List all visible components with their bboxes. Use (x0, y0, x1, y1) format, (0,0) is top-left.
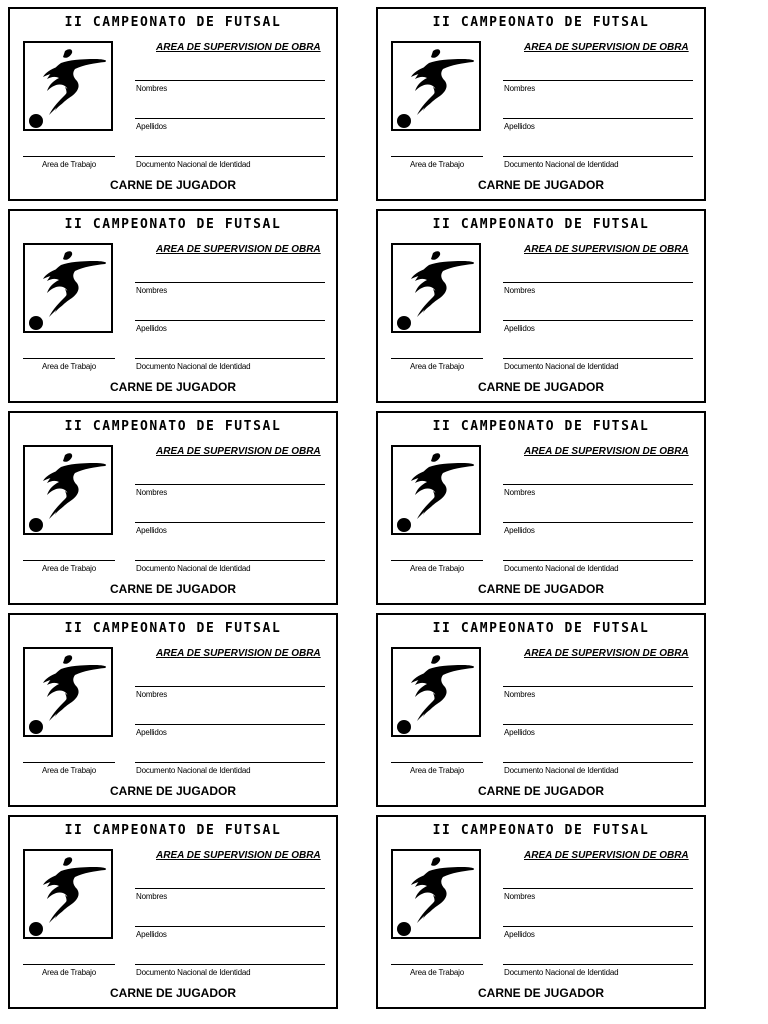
apellidos-line (503, 926, 693, 927)
apellidos-label: Apellidos (136, 728, 167, 737)
apellidos-label: Apellidos (136, 526, 167, 535)
documento-label: Documento Nacional de Identidad (136, 564, 251, 573)
apellidos-line (503, 118, 693, 119)
area-trabajo-label: Area de Trabajo (410, 968, 464, 977)
documento-line (135, 358, 325, 359)
card-footer: CARNE DE JUGADOR (109, 582, 236, 596)
apellidos-label: Apellidos (136, 324, 167, 333)
apellidos-label: Apellidos (136, 122, 167, 131)
apellidos-line (135, 320, 325, 321)
nombres-label: Nombres (136, 84, 168, 93)
card-title: II CAMPEONATO DE FUTSAL (432, 419, 650, 434)
documento-line (503, 964, 693, 965)
area-trabajo-line (23, 560, 115, 561)
documento-line (135, 156, 325, 157)
card-title: II CAMPEONATO DE FUTSAL (64, 15, 282, 30)
photo-box (23, 849, 113, 939)
area-trabajo-line (391, 358, 483, 359)
player-id-card-5 (8, 411, 338, 605)
card-subtitle: AREA DE SUPERVISION DE OBRA (524, 648, 689, 659)
futsal-player-icon (393, 43, 479, 129)
card-footer: CARNE DE JUGADOR (477, 784, 604, 798)
nombres-line (135, 888, 325, 889)
nombres-label: Nombres (504, 690, 536, 699)
apellidos-label: Apellidos (504, 324, 535, 333)
player-id-card-1 (8, 7, 338, 201)
area-trabajo-line (23, 358, 115, 359)
nombres-line (503, 80, 693, 81)
documento-label: Documento Nacional de Identidad (504, 766, 619, 775)
area-trabajo-label: Area de Trabajo (42, 968, 96, 977)
futsal-player-icon (25, 649, 111, 735)
area-trabajo-label: Area de Trabajo (410, 766, 464, 775)
nombres-line (503, 484, 693, 485)
nombres-label: Nombres (136, 690, 168, 699)
card-footer: CARNE DE JUGADOR (477, 986, 604, 1000)
apellidos-line (503, 522, 693, 523)
nombres-line (135, 80, 325, 81)
card-footer: CARNE DE JUGADOR (109, 784, 236, 798)
futsal-player-icon (25, 851, 111, 937)
card-subtitle: AREA DE SUPERVISION DE OBRA (524, 446, 689, 457)
apellidos-line (135, 926, 325, 927)
documento-line (135, 762, 325, 763)
player-id-card-6 (376, 411, 706, 605)
futsal-player-icon (25, 43, 111, 129)
apellidos-label: Apellidos (504, 930, 535, 939)
card-title: II CAMPEONATO DE FUTSAL (64, 621, 282, 636)
apellidos-line (503, 320, 693, 321)
futsal-player-icon (25, 447, 111, 533)
player-id-card-7 (8, 613, 338, 807)
documento-label: Documento Nacional de Identidad (504, 968, 619, 977)
photo-box (23, 41, 113, 131)
nombres-label: Nombres (136, 488, 168, 497)
card-title: II CAMPEONATO DE FUTSAL (432, 823, 650, 838)
futsal-player-icon (25, 245, 111, 331)
nombres-label: Nombres (504, 84, 536, 93)
area-trabajo-label: Area de Trabajo (410, 160, 464, 169)
card-title: II CAMPEONATO DE FUTSAL (64, 217, 282, 232)
futsal-player-icon (393, 851, 479, 937)
player-id-card-3 (8, 209, 338, 403)
nombres-label: Nombres (504, 892, 536, 901)
photo-box (391, 647, 481, 737)
futsal-player-icon (393, 245, 479, 331)
nombres-line (503, 686, 693, 687)
apellidos-line (503, 724, 693, 725)
nombres-label: Nombres (136, 286, 168, 295)
photo-box (391, 243, 481, 333)
documento-label: Documento Nacional de Identidad (504, 564, 619, 573)
nombres-line (135, 484, 325, 485)
nombres-label: Nombres (504, 286, 536, 295)
apellidos-label: Apellidos (504, 728, 535, 737)
area-trabajo-line (23, 156, 115, 157)
photo-box (391, 849, 481, 939)
card-footer: CARNE DE JUGADOR (109, 380, 236, 394)
documento-label: Documento Nacional de Identidad (136, 968, 251, 977)
area-trabajo-label: Area de Trabajo (42, 160, 96, 169)
nombres-line (135, 686, 325, 687)
documento-label: Documento Nacional de Identidad (504, 362, 619, 371)
documento-label: Documento Nacional de Identidad (504, 160, 619, 169)
card-subtitle: AREA DE SUPERVISION DE OBRA (156, 850, 321, 861)
card-subtitle: AREA DE SUPERVISION DE OBRA (524, 850, 689, 861)
area-trabajo-label: Area de Trabajo (410, 564, 464, 573)
area-trabajo-line (391, 762, 483, 763)
player-id-card-2 (376, 7, 706, 201)
area-trabajo-label: Area de Trabajo (42, 564, 96, 573)
player-id-card-10 (376, 815, 706, 1009)
documento-label: Documento Nacional de Identidad (136, 362, 251, 371)
card-footer: CARNE DE JUGADOR (477, 582, 604, 596)
documento-line (135, 964, 325, 965)
area-trabajo-line (23, 762, 115, 763)
photo-box (23, 647, 113, 737)
photo-box (23, 243, 113, 333)
nombres-label: Nombres (136, 892, 168, 901)
photo-box (391, 445, 481, 535)
apellidos-label: Apellidos (504, 122, 535, 131)
area-trabajo-line (391, 964, 483, 965)
card-subtitle: AREA DE SUPERVISION DE OBRA (156, 244, 321, 255)
card-title: II CAMPEONATO DE FUTSAL (432, 217, 650, 232)
player-id-card-4 (376, 209, 706, 403)
nombres-line (503, 888, 693, 889)
documento-line (503, 560, 693, 561)
card-subtitle: AREA DE SUPERVISION DE OBRA (156, 42, 321, 53)
documento-line (503, 156, 693, 157)
area-trabajo-label: Area de Trabajo (42, 766, 96, 775)
area-trabajo-label: Area de Trabajo (42, 362, 96, 371)
nombres-line (135, 282, 325, 283)
card-title: II CAMPEONATO DE FUTSAL (64, 823, 282, 838)
apellidos-line (135, 724, 325, 725)
card-subtitle: AREA DE SUPERVISION DE OBRA (524, 42, 689, 53)
apellidos-line (135, 118, 325, 119)
player-id-card-9 (8, 815, 338, 1009)
card-title: II CAMPEONATO DE FUTSAL (64, 419, 282, 434)
card-title: II CAMPEONATO DE FUTSAL (432, 15, 650, 30)
card-footer: CARNE DE JUGADOR (477, 178, 604, 192)
card-footer: CARNE DE JUGADOR (109, 986, 236, 1000)
documento-line (503, 358, 693, 359)
card-footer: CARNE DE JUGADOR (477, 380, 604, 394)
documento-label: Documento Nacional de Identidad (136, 766, 251, 775)
documento-label: Documento Nacional de Identidad (136, 160, 251, 169)
card-footer: CARNE DE JUGADOR (109, 178, 236, 192)
player-id-card-8 (376, 613, 706, 807)
apellidos-line (135, 522, 325, 523)
area-trabajo-line (391, 156, 483, 157)
futsal-player-icon (393, 447, 479, 533)
card-subtitle: AREA DE SUPERVISION DE OBRA (156, 648, 321, 659)
nombres-label: Nombres (504, 488, 536, 497)
card-subtitle: AREA DE SUPERVISION DE OBRA (524, 244, 689, 255)
photo-box (23, 445, 113, 535)
nombres-line (503, 282, 693, 283)
area-trabajo-label: Area de Trabajo (410, 362, 464, 371)
apellidos-label: Apellidos (504, 526, 535, 535)
documento-line (503, 762, 693, 763)
card-title: II CAMPEONATO DE FUTSAL (432, 621, 650, 636)
card-subtitle: AREA DE SUPERVISION DE OBRA (156, 446, 321, 457)
area-trabajo-line (23, 964, 115, 965)
area-trabajo-line (391, 560, 483, 561)
documento-line (135, 560, 325, 561)
photo-box (391, 41, 481, 131)
futsal-player-icon (393, 649, 479, 735)
apellidos-label: Apellidos (136, 930, 167, 939)
